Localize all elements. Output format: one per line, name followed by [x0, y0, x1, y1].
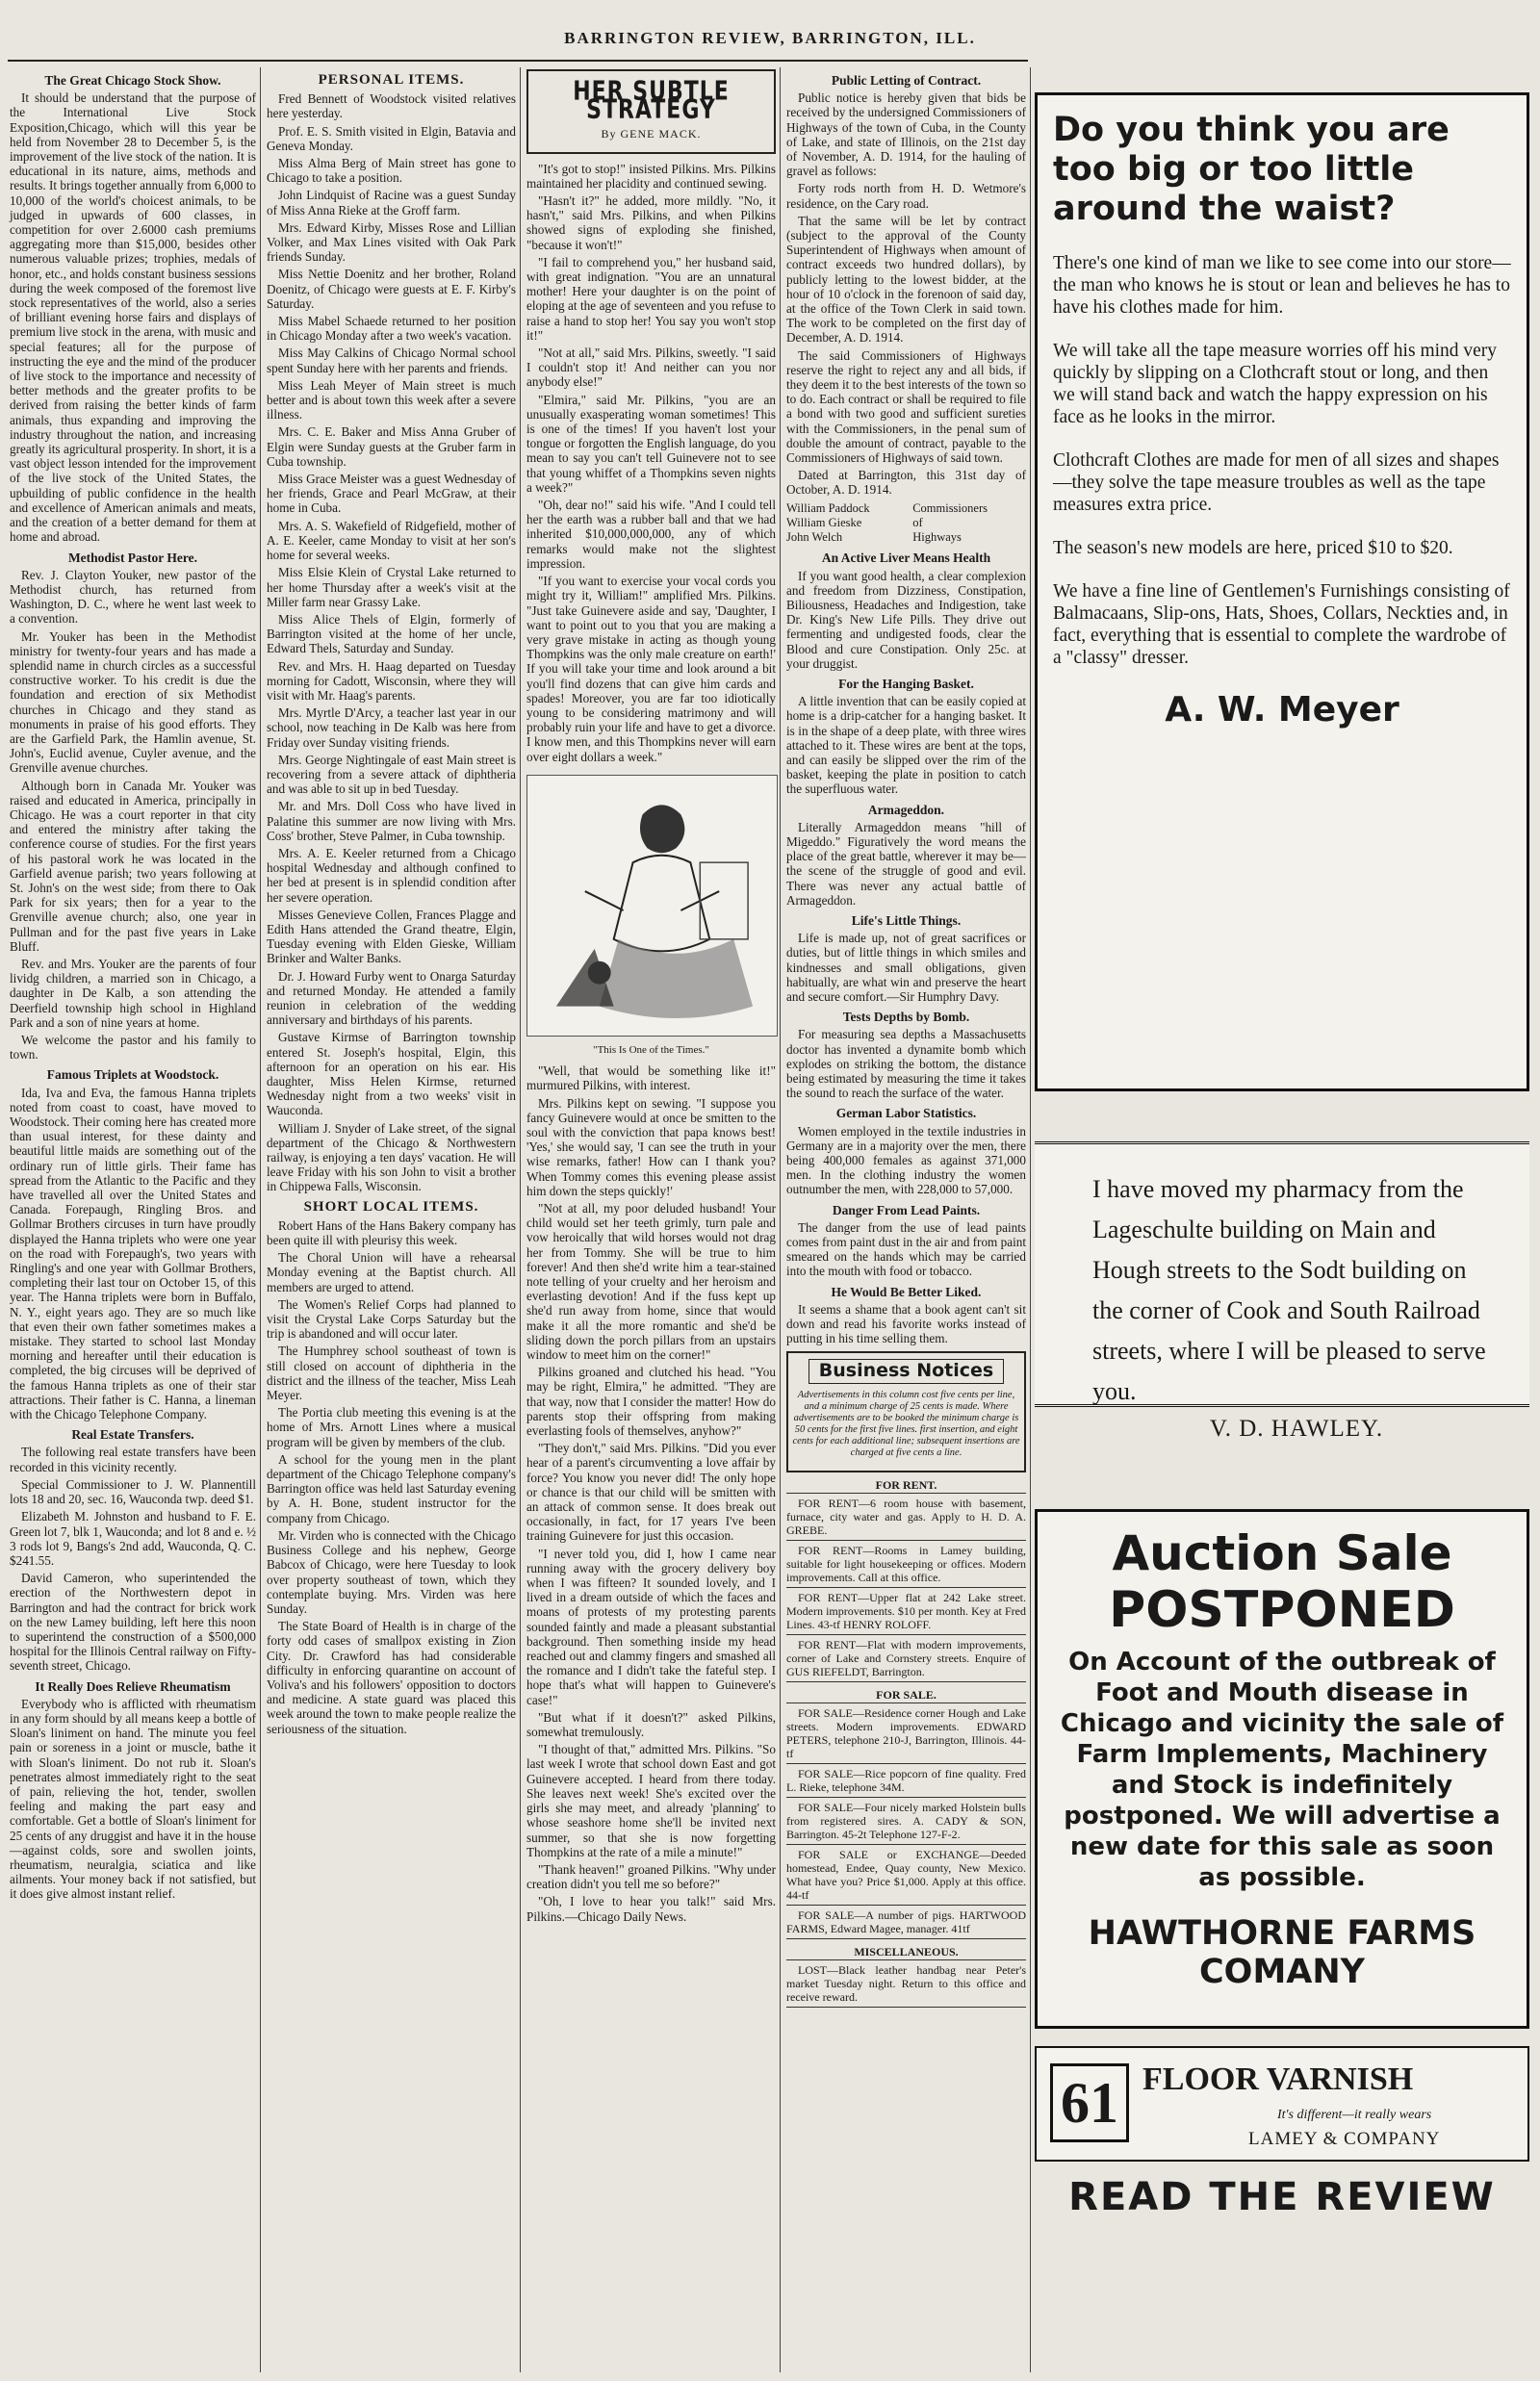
story-paragraph: Pilkins groaned and clutched his head. "You may be right, Elmira," he admitted. "They are that way, now that I consider the matter! How do parents stop their offspring from making everlasting fools of themselves, anyhow?" — [526, 1365, 776, 1439]
personal-item: Mrs. Edward Kirby, Misses Rose and Lillian Volker, and Max Lines visited with Oak Park friends Sunday. — [267, 219, 516, 265]
article-title: Methodist Pastor Here. — [67, 550, 198, 565]
story-paragraph: "Hasn't it?" he added, more mildly. "No, it hasn't," said Mrs. Pilkins, and when Pilkins showed signs of exploding she finished, "because it won't!" — [526, 193, 776, 252]
personal-item: Misses Genevieve Collen, Frances Plagge and Edith Hans attended the Grand theatre, Elgin, Tuesday evening with Elden Gieske, William Brinker and Walter Banks. — [267, 907, 516, 966]
classified-ad: FOR RENT—6 room house with basement, furnace, city water and gas. Apply to H. D. A. GREBE. — [786, 1497, 1026, 1541]
personal-item: Dr. J. Howard Furby went to Onarga Saturday and returned Monday. He attended a family reunion in celebration of the wedding anniversary and birthdays of his parents. — [267, 968, 516, 1028]
meyer-clothing-ad — [1035, 92, 1529, 1091]
classified-ad: FOR SALE—Residence corner Hough and Lake streets. Modern improvements. EDWARD PETERS, telephone 210-J, Barrington, Illinois. 44-tf — [786, 1706, 1026, 1764]
article-paragraph: It seems a shame that a book agent can't sit down and read his favorite works instead of putting in his time selling them. — [786, 1301, 1026, 1346]
story-illustration — [526, 775, 778, 1037]
ad-paragraph: Clothcraft Clothes are made for men of all sizes and shapes—they solve the tape measure troubles as well as the tape measures extra price. — [1053, 450, 1500, 515]
ad-paragraph: There's one kind of man we like to see come into our store—the man who knows he is stout or lean and believes he has to have his clothes made for him. — [1053, 253, 1511, 318]
article-paragraph: Elizabeth M. Johnston and husband to F. E. Green lot 7, blk 1, Wauconda; and lot 8 and e. ½ 3 rods lot 9, Bangs's 2nd add, Wauconda, Q. C. $241.55. — [10, 1509, 256, 1568]
running-head: BARRINGTON REVIEW, BARRINGTON, ILL. — [564, 29, 976, 47]
article-paragraph: The following real estate transfers have been recorded in this vicinity recently. — [10, 1445, 256, 1474]
article-title: Tests Depths by Bomb. — [842, 1010, 970, 1025]
personal-item: Miss Mabel Schaede returned to her position in Chicago Monday after a two week's vacation. — [267, 314, 516, 344]
personal-item: Mr. and Mrs. Doll Coss who have lived in Palatine this summer are now living with Mrs. Coss' brother, Steve Palmer, in Cuba township. — [267, 799, 516, 843]
article-title: Armageddon. — [867, 802, 945, 817]
classified-ad: FOR SALE—Rice popcorn of fine quality. Fred L. Rieke, telephone 34M. — [786, 1767, 1026, 1798]
personal-item: William J. Snyder of Lake street, of the signal department of the Chicago & Northwestern railway, is enjoying a ten days' vacation. He will leave Friday with his son John to visit a brother in Chippewa Falls, Wisconsin. — [267, 1120, 516, 1194]
story-paragraph: "Oh, I love to hear you talk!" said Mrs. Pilkins.—Chicago Daily News. — [526, 1894, 776, 1924]
signer-role: Commissioners — [912, 500, 988, 515]
classified-heading: FOR RENT. — [786, 1478, 1026, 1494]
section-title: SHORT LOCAL ITEMS. — [303, 1198, 479, 1215]
section-title: PERSONAL ITEMS. — [318, 72, 465, 88]
story-header — [526, 69, 776, 154]
personal-item: Miss Leah Meyer of Main street is much better and is about town this week after a severe illness. — [267, 377, 516, 422]
personal-item: Mrs. A. S. Wakefield of Ridgefield, mother of A. E. Keeler, came Monday to visit at her son's home for several weeks. — [267, 518, 516, 563]
story-paragraph: Mrs. Pilkins kept on sewing. "I suppose you fancy Guinevere would at once be smitten to the soul with the conviction that papa knows best! 'Yes,' she would say, 'I can see the truth in your wise remarks, father! How can I thank you? When Tommy comes this evening please assist him down the steps quickly!' — [526, 1095, 776, 1198]
article-title: An Active Liver Means Health — [821, 550, 991, 566]
article-paragraph: Rev. and Mrs. Youker are the parents of four lividg children, a married son in Chicago, a daughter in De Kalb, a son attending the Deerfield township high school in Highland Park and a son of nine years at home. — [10, 956, 256, 1030]
classified-ad: FOR RENT—Rooms in Lamey building, suitable for light housekeeping or offices. Modern improvements. Call at this office. — [786, 1544, 1026, 1588]
classified-heading: FOR SALE. — [786, 1688, 1026, 1703]
story-paragraph: "Elmira," said Mr. Pilkins, "you are an unusually exasperating woman sometimes! This is one of the times! If you haven't lost your tongue or forgotten the English language, do you mean to say you can't tell Guinevere not to see that young whiffet of a Thompkins seven nights a week?" — [526, 392, 776, 495]
ad-headline: Auction Sale — [1112, 1525, 1452, 1581]
signer-name: John Welch — [786, 530, 843, 545]
article-paragraph: If you want good health, a clear complexion and freedom from Dizziness, Constipation, Biliousness, Headaches and Indigestion, take Dr. King's New Life Pills. They drive out fermenting and undigested foods, clear the Blood and cure Constipation. Only 25c. at your druggist. — [786, 568, 1026, 671]
article-paragraph: We welcome the pastor and his family to town. — [10, 1033, 256, 1062]
article-title: Danger From Lead Paints. — [832, 1202, 981, 1217]
ad-paragraph: The season's new models are here, priced $10 to $20. — [1053, 538, 1453, 558]
personal-item: Miss Elsie Klein of Crystal Lake returned to her home Thursday after a week's visit at the Miller farm near Grassy Lake. — [267, 565, 516, 609]
personal-item: Mrs. C. E. Baker and Miss Anna Gruber of Elgin were Sunday guests at the Gruber farm in Cuba township. — [267, 424, 516, 469]
story-paragraph: "Well, that would be something like it!" murmured Pilkins, with interest. — [526, 1063, 776, 1093]
column-3 — [523, 67, 781, 2372]
signer-role: of — [912, 515, 923, 529]
ad-signature: V. D. HAWLEY. — [1209, 1416, 1384, 1442]
classified-ad: FOR SALE or EXCHANGE—Deeded homestead, Endee, Quay county, New Mexico. What have you? Price $1,000. Apply at this office. 44-tf — [786, 1848, 1026, 1906]
article-paragraph: Forty rods north from H. D. Wetmore's residence, on the Cary road. — [786, 181, 1026, 211]
classified-ad: FOR SALE—A number of pigs. HARTWOOD FARMS, Edward Magee, manager. 41tf — [786, 1908, 1026, 1939]
article-paragraph: Ida, Iva and Eva, the famous Hanna triplets noted from coast to coast, have moved to Woodstock. Their coming here has created more than usual interest, for these dainty and beautiful little maids are something out of the ordinary run of little girls. Their fame has spread from the Atlantic to the Pacific and they have travelled all over the United States and Canada. Forepaugh, Ringling Bros. and Gollmar Brothers circuses in turn have proudly displayed the Hanna triplets who were one year on the road with Forepaugh's, two years with Ringling's and one year with Gollmar Brothers, completing their last tour on October 15, of this year. The Hanna triplets were born in Buffalo, N. Y., eight years ago. They are so much like that even their own father sometimes makes a mistake. They started to school last Monday morning and hereafter until their education is completed, the big circuses will be deprived of the famous Hanna triplets as one of their star attractions. Their father is C. Hanna, a lineman with the Chicago Telephone Company. — [10, 1085, 256, 1422]
article-paragraph: The said Commissioners of Highways reserve the right to reject any and all bids, if they deem it to the best interests of the town so to do. Each contract or shall be required to file a bond with two good and sufficient sureties with the Commissioners, in the penal sum of double the amount of contract, payable to the Commissioners of Highways of said town. — [786, 347, 1026, 466]
article-paragraph: Literally Armageddon means "hill of Migeddo." Figuratively the word means the place of the great battle, wherever it may be—the scene of the struggle of good and evil. There was never any actual battle of Armageddon. — [786, 819, 1026, 908]
personal-item: Miss Nettie Doenitz and her brother, Roland Doenitz, of Chicago were guests at E. F. Kirby's Saturday. — [267, 267, 516, 311]
head-rule — [8, 60, 1028, 62]
article-paragraph: For measuring sea depths a Massachusetts doctor has invented a dynamite bomb which explodes on striking the bottom, the distance being estimated by measuring the time it takes the sound to reach the surface of the water. — [786, 1027, 1026, 1101]
ad-signature: HAWTHORNE FARMS COMANY — [1088, 1914, 1476, 1991]
column-2 — [263, 67, 521, 2372]
article-paragraph: That the same will be let by contract (subject to the approval of the County Superintendent of Highways when amount of contract exceeds two hundred dollars), by publicly letting to the lowest bidder, at the hour of 10 o'clock in the forenoon of said day, at the office of the Town Clerk in said town. The work to be completed on the first day of December, A. D. 1914. — [786, 213, 1026, 346]
article-paragraph: Everybody who is afflicted with rheumatism in any form should by all means keep a bottle of Sloan's liniment on hand. The minute you feel pain or soreness in a joint or muscle, bathe it with Sloan's liniment. Do not rub it. Sloan's penetrates almost immediately right to the seat of pain, relieving the hot, tender, swollen feeling and making the part easy and comfortable. Get a bottle of Sloan's liniment for 25 cents of any druggist and have it in the house—against colds, sore and swollen joints, rheumatism, neuralgia, sciatica and like ailments. Your money back if not satisfied, but it does give almost instant relief. — [10, 1696, 256, 1902]
illustration-caption: "This Is One of the Times." — [593, 1043, 709, 1056]
hawley-pharmacy-ad — [1035, 1141, 1529, 1442]
article-paragraph: It should be understand that the purpose of the International Live Stock Exposition,Chicago, which will this year be held from November 28 to December 5, is the improvement of the live stock of the nation. It is educational in its nature, aims, methods and results. It brings together annually from 6,000 to 10,000 of the world's choicest animals, to be judged in upwards of 600 classes, in competition for over 2.6000 cash premiums aggregating more than $15,000, besides other numerous valuable prizes; trophies, medals of honor, etc., and holds constant business sessions during the week composed of the foremost live stock representatives of the world, also a series of brilliant evening horse fairs and displays of premium live stock in the arena, with music and special features; all for the purpose of instructing the eye and the mind of the producer of live stock to the importance and necessity of better methods and the greater profits to be derived from raising the better kinds of farm animals, thus expanding and improving the industry throughout the nation, and increasing greatly its agricultural prosperity. In short, it is a vast object lesson intended for the improvement of the live stock of the United States, the upbuilding of public confidence in the health and excellence of American animals and meats, and the creation of a better demand for them at home and abroad. — [10, 90, 257, 545]
classified-ad: FOR SALE—Four nicely marked Holstein bulls from registered sires. A. CADY & SON, Barrington. 45-2t Telephone 127-F-2. — [786, 1801, 1026, 1845]
article-paragraph: Mr. Youker has been in the Methodist ministry for twenty-four years and has made a splendid name in church circles as a successful constructive worker. To his credit is due the foundation and erection of six Methodist churches in Chicago and they stand as monuments in praise of his good efforts. They are the Garfield Park, the Hamlin avenue, St. John's, Euclid avenue, Cuyler avenue, and the Grenville avenue churches. — [10, 628, 256, 776]
story-title: HER SUBTLE STRATEGY — [573, 76, 730, 126]
ad-signature: LAMEY & COMPANY — [1248, 2129, 1441, 2149]
local-item: The Portia club meeting this evening is at the home of Mrs. Arnott Lines where a musical program will be given by members of the club. — [267, 1405, 516, 1449]
story-paragraph: "I never told you, did I, how I came near running away with the grocery delivery boy when I was fifteen? It sounded lovely, and I lived in a dream outside of which the faces and moans of protests of my protesting parents sounded faintly and made a pleasant substantial background. Then something inside my head reached out and clammy fingers and smashed all the romance and I didn't take the fateful step. I hope that's what will happen to Guinevere's case!" — [526, 1546, 776, 1707]
story-paragraph: "Thank heaven!" groaned Pilkins. "Why under creation didn't you tell me so before?" — [526, 1861, 776, 1892]
floor-varnish-ad — [1035, 2046, 1529, 2162]
story-paragraph: "It's got to stop!" insisted Pilkins. Mrs. Pilkins maintained her placidity and continued sewing. — [526, 161, 776, 191]
article-paragraph: Dated at Barrington, this 31st day of October, A. D. 1914. — [786, 468, 1026, 498]
article-title: German Labor Statistics. — [835, 1106, 977, 1121]
auction-postponed-ad — [1035, 1509, 1529, 2029]
story-byline: By GENE MACK. — [601, 127, 702, 141]
article-title: It Really Does Relieve Rheumatism — [35, 1678, 231, 1694]
local-item: The State Board of Health is in charge of the forty odd cases of smallpox existing in Zion City. Dr. Crawford has had considerable difficulty in enforcing quarantine on account of Voliva's and his followers' opposition to doctors and medicine. A state guard was placed this week around the town to make people realize the seriousness of the situation. — [267, 1619, 516, 1736]
story-paragraph: "Not at all, my poor deluded husband! Your child would set her teeth grimly, turn pale and vow heroically that wild horses would not drag her from Tommy. She will be true to him forever! And then she'd write him a tear-stained note telling of your cruelty and her heroism and everlasting devotion! And if the fuss kept up she'd run away from home, since that would make it all the more romantic and she'd be sliding down the porch pillars from an upstairs window to meet him on the corner!" — [526, 1200, 776, 1362]
personal-item: Fred Bennett of Woodstock visited relatives here yesterday. — [267, 91, 516, 121]
local-item: The Choral Union will have a rehearsal Monday evening at the Baptist church. All members are urged to attend. — [267, 1250, 516, 1294]
ad-headline: Do you think you are too big or too little around the waist? — [1053, 111, 1450, 228]
article-title: Life's Little Things. — [851, 912, 962, 928]
ad-headline: POSTPONED — [1109, 1581, 1455, 1639]
personal-item: Miss Alice Thels of Elgin, formerly of Barrington visited at the home of her uncle, Edward Thels, Saturday and Sunday. — [267, 611, 516, 656]
story-paragraph: "Not at all," said Mrs. Pilkins, sweetly. "I said I couldn't stop it! And neither can you nor anybody else!" — [526, 346, 776, 390]
article-paragraph: David Cameron, who superintended the erection of the Northwestern depot in Barrington and had the contract for brick work on the new Lamey building, left here this noon to superintend the construction of a $500,000 hospital for the Illinois Central railway on Fifty-seventh street, Chicago. — [10, 1571, 256, 1674]
ad-headline: FLOOR VARNISH — [1142, 2061, 1414, 2097]
local-item: The Humphrey school southeast of town is still closed on account of diphtheria in the district and the illness of the teacher, Miss Leah Meyer. — [267, 1344, 516, 1403]
ad-tagline: It's different—it really wears — [1277, 2108, 1432, 2122]
ad-paragraph: We have a fine line of Gentlemen's Furnishings consisting of Balmacaans, Slip-ons, Hats, Shoes, Collars, Neckties and, in fact, everything that is essential to complete the wardrobe of a "classy" dresser. — [1053, 581, 1510, 668]
article-title: For the Hanging Basket. — [838, 676, 974, 691]
local-item: The Women's Relief Corps had planned to visit the Crystal Lake Corps Saturday but the trip is abandoned and will occur later. — [267, 1296, 516, 1342]
signer-role: Highways — [912, 530, 962, 545]
classified-ad: FOR RENT—Upper flat at 242 Lake street. Modern improvements. $10 per month. Key at Fred Lines. 43-tf HENRY ROLOFF. — [786, 1591, 1026, 1635]
commissioners-signature — [786, 501, 1026, 546]
personal-item: Rev. and Mrs. H. Haag departed on Tuesday morning for Cadott, Wisconsin, where they will visit with Mr. Haag's parents. — [267, 658, 516, 703]
story-paragraph: "But what if it doesn't?" asked Pilkins, somewhat tremulously. — [526, 1709, 776, 1740]
personal-item: John Lindquist of Racine was a guest Sunday of Miss Anna Rieke at the Groff farm. — [267, 188, 516, 218]
classified-heading: MISCELLANEOUS. — [786, 1945, 1026, 1960]
personal-item: Prof. E. S. Smith visited in Elgin, Batavia and Geneva Monday. — [267, 123, 516, 153]
read-the-review-banner: READ THE REVIEW — [1068, 2175, 1496, 2219]
ad-paragraph: We will take all the tape measure worries off his mind very quickly by slipping on a Clothcraft stout or long, and then we will stand back and watch the happy expression on his face as he looks in the mirror. — [1053, 341, 1498, 427]
classified-ad: LOST—Black leather handbag near Peter's market Tuesday night. Return to this office and receive reward. — [786, 1963, 1026, 2008]
article-paragraph: The danger from the use of lead paints comes from paint dust in the air and from paint smeared on the hands which may be carried into the mouth with food or tobacco. — [786, 1219, 1026, 1279]
signer-name: William Paddock — [786, 500, 870, 515]
local-item: Mr. Virden who is connected with the Chicago Business College and his nephew, George Babcox of Chicago, were here Tuesday to look over property southeast of town, which they contemplate buying. Mrs. Virden was here Sunday. — [267, 1527, 516, 1616]
personal-item: Mrs. George Nightingale of east Main street is recovering from a severe attack of diphtheria and was able to sit up in bed Tuesday. — [267, 752, 516, 797]
personal-item: Mrs. A. E. Keeler returned from a Chicago hospital Wednesday and although confined to her bed at present is in splendid condition after her severe operation. — [267, 845, 516, 905]
personal-item: Miss May Calkins of Chicago Normal school spent Sunday here with her parents and friends. — [267, 346, 516, 375]
article-paragraph: Women employed in the textile industries in Germany are in a majority over the men, there being 400,000 females as against 371,000 men. In the clothing industry the women outnumber the men, with 228,000 to 57,000. — [786, 1123, 1026, 1197]
article-title: Public Letting of Contract. — [831, 73, 982, 88]
story-paragraph: "They don't," said Mrs. Pilkins. "Did you ever hear of a parent's circumventing a love affair by force? You know you never did! The only hope or chance is that our child will be smitten with an attack of common sense. It does break out occasionally, in fact, for 17 years I've been training Guinevere for just this occasion. — [526, 1441, 776, 1544]
article-paragraph: Although born in Canada Mr. Youker was raised and educated in America, principally in Chicago. He was a court reporter in that city and entered the ministry after taking the conference course of studies. For the first years of his pastoral work he was located in the Garfield avenue parish; two years following at St. John's on the west side; from there to Oak Park for six years; then for a year to the Grenville avenue church; also, one year in Pullman and for the past five years in Lake Bluff. — [10, 778, 256, 954]
column-1 — [6, 67, 261, 2372]
article-title: The Great Chicago Stock Show. — [44, 73, 221, 88]
article-title: He Would Be Better Liked. — [831, 1284, 982, 1299]
story-paragraph: "I fail to comprehend you," her husband said, with great indignation. "You are an unnatural mother! Here your daughter is on the point of eloping at the age of seventeen and you refuse to raise a hand to stop her! You say you won't stop it!" — [526, 254, 776, 343]
business-notices-header — [786, 1351, 1026, 1472]
ad-paragraph: On Account of the outbreak of Foot and Mouth disease in Chicago and vicinity the sale of Farm Implements, Machinery and Stock is indefinitely postponed. We will advertise a new date for this sale as soon as possible. — [1060, 1648, 1504, 1892]
article-paragraph: Life is made up, not of great sacrifices or duties, but of little things in which smiles and kindnesses and small obligations, given habitually, are what win and preserve the heart and secure comfort.—Sir Humphry Davy. — [786, 931, 1026, 1004]
story-paragraph: "If you want to exercise your vocal cords you might try it, William!" amplified Mrs. Pilkins. "Just take Guinevere aside and say, 'Daughter, I want to point out to you that you are making a very grave mistake in acting as though young Thompkins was the only male creature on earth!' If you will take your time and look around a bit you'll find dozens that can give him cards and spades! Moreover, you are far too idiotically young to be considering matrimony and will probably ruin your life and have to get a divorce. I know men, and this Thompkins never will earn over eight dollars a week." — [526, 574, 776, 764]
column-4 — [783, 67, 1031, 2372]
business-notices-title: Business Notices — [808, 1359, 1004, 1383]
personal-item: Gustave Kirmse of Barrington township entered St. Joseph's hospital, Elgin, this afternoon for an operation on his ear. His daughter, Miss Helen Kirmse, returned Wednesday night from a two weeks' visit in Wauconda. — [267, 1030, 516, 1118]
article-paragraph: Public notice is hereby given that bids be received by the undersigned Commissioners of Highways of the town of Cuba, in the County of Lake, and state of Illinois, on the 21st day of November, A. D. 1914, for the hauling of gravel as follows: — [786, 90, 1026, 179]
ad-signature: A. W. Meyer — [1165, 690, 1399, 730]
article-paragraph: A little invention that can be easily copied at home is a drip-catcher for a hanging basket. It is in the shape of a deep plate, with three wires attached to it. These wires are bent at the tops, and can easily be slipped over the rim of the basket, keeping the plate in position to catch the superfluous water. — [786, 694, 1026, 797]
article-title: Real Estate Transfers. — [71, 1427, 194, 1443]
ad-paragraph: I have moved my pharmacy from the Lageschulte building on Main and Hough streets to the Sodt building on the corner of Cook and South Railroad streets, where I will be pleased to serve you. — [1092, 1175, 1486, 1405]
personal-item: Miss Grace Meister was a guest Wednesday of her friends, Grace and Pearl McGraw, at their home in Cuba. — [267, 472, 516, 516]
story-paragraph: "Oh, dear no!" said his wife. "And I could tell her the earth was a rubber ball and that we had inherited $10,000,000,000, any of which remarks would make not the slightest impression. — [526, 498, 776, 571]
story-paragraph: "I thought of that," admitted Mrs. Pilkins. "So last week I wrote that school down East and got Guinevere accepted. I heard from there today. She leaves next week! She's excited over the girls she may meet, and already 'planning' to whose seashore home she'll be invited next summer, so that she is now forgetting Thompkins at the rate of a mile a minute!" — [526, 1742, 776, 1859]
article-paragraph: Special Commissioner to J. W. Plannentill lots 18 and 20, sec. 16, Wauconda twp. deed $1. — [10, 1476, 256, 1507]
article-paragraph: Rev. J. Clayton Youker, new pastor of the Methodist church, has returned from Washington, D. C., where he went last week to a convention. — [10, 567, 256, 627]
classified-ad: FOR RENT—Flat with modern improvements, corner of Lake and Cornstery streets. Enquire of GUS RIEFELDT, Barrington. — [786, 1638, 1026, 1682]
personal-item: Miss Alma Berg of Main street has gone to Chicago to take a position. — [267, 156, 516, 186]
article-title: Famous Triplets at Woodstock. — [46, 1067, 219, 1083]
signer-name: William Gieske — [786, 515, 862, 529]
local-item: Robert Hans of the Hans Bakery company has been quite ill with pleurisy this week. — [267, 1217, 516, 1248]
personal-item: Mrs. Myrtle D'Arcy, a teacher last year in our school, now teaching in De Kalb was here from Friday over Sunday visiting friends. — [267, 705, 516, 750]
local-item: A school for the young men in the plant department of the Chicago Telephone company's Barrington office was held last Saturday evening by A. H. Bone, student instructor for the company from Chicago. — [267, 1451, 516, 1525]
varnish-logo: 61 — [1050, 2063, 1129, 2142]
notices-rates: Advertisements in this column cost five cents per line, and a minimum charge of 25 cents is made. Where advertisements are to be booked the minimum charge is 50 cents for the first five lines. first insertion, and eight cents for each additional line; subsequent insertions are charged at five cents a line. — [792, 1389, 1020, 1458]
